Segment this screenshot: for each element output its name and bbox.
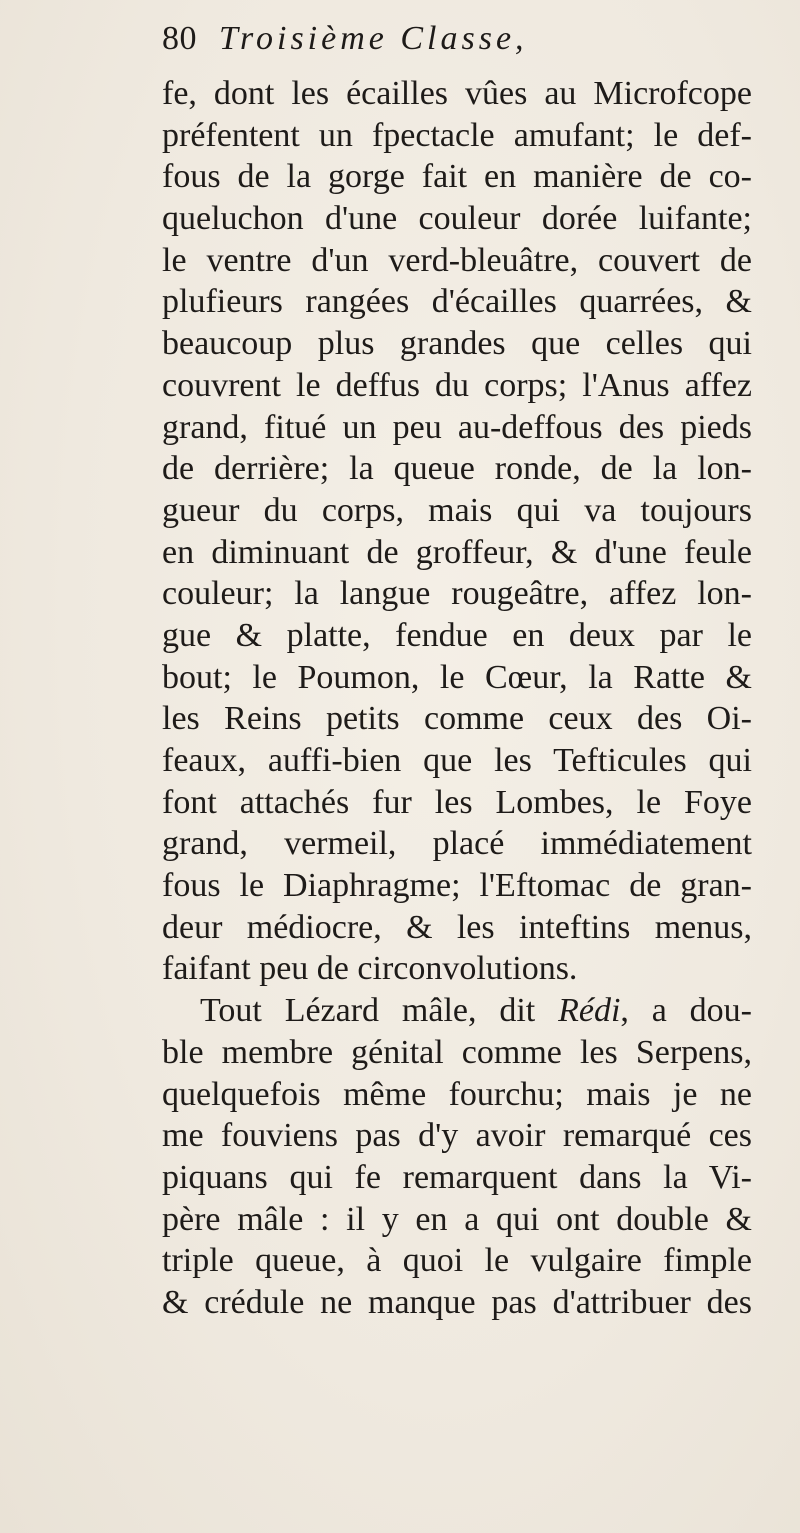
text-line: & crédule ne manque pas d'attribuer des bbox=[162, 1283, 752, 1321]
text-line: le ventre d'un verd-bleuâtre, couvert de bbox=[162, 241, 752, 279]
text-line: piquans qui fe remarquent dans la Vi- bbox=[162, 1158, 752, 1196]
text-line: couvrent le deffus du corps; l'Anus affez bbox=[162, 366, 752, 404]
text-line: de derrière; la queue ronde, de la lon- bbox=[162, 450, 752, 488]
text-line: me fouviens pas d'y avoir remarqué ces bbox=[162, 1117, 752, 1155]
text-line: ble membre génital comme les Serpens, bbox=[162, 1033, 752, 1071]
author-name: Rédi bbox=[558, 992, 621, 1030]
text-line: fous le Diaphragme; l'Eftomac de gran- bbox=[162, 867, 752, 905]
text-line: grand, vermeil, placé immédiatement bbox=[162, 825, 752, 863]
text-line: plufieurs rangées d'écailles quarrées, & bbox=[162, 283, 752, 321]
text-line: quelquefois même fourchu; mais je ne bbox=[162, 1075, 752, 1113]
text-line: les Reins petits comme ceux des Oi- bbox=[162, 700, 752, 738]
text-line: préfentent un fpectacle amufant; le def- bbox=[162, 116, 752, 154]
text-line: gueur du corps, mais qui va toujours bbox=[162, 491, 752, 529]
text-line: bout; le Poumon, le Cœur, la Ratte & bbox=[162, 658, 752, 696]
text-line: feaux, auffi-bien que les Tefticules qui bbox=[162, 742, 752, 779]
text-line: deur médiocre, & les inteftins menus, bbox=[162, 908, 752, 946]
text-line: couleur; la langue rougeâtre, affez lon- bbox=[162, 575, 752, 613]
page-header bbox=[162, 20, 682, 80]
text-line: grand, fitué un peu au-deffous des pieds bbox=[162, 408, 752, 446]
text-line: beaucoup plus grandes que celles qui bbox=[162, 325, 752, 363]
body-text bbox=[162, 73, 752, 1324]
text-line: fe, dont les écailles vûes au Microfcope bbox=[162, 75, 752, 112]
text-line: fous de la gorge fait en manière de co- bbox=[162, 158, 752, 196]
text-line: queluchon d'une couleur dorée luifante; bbox=[162, 200, 752, 238]
text-line: faifant peu de circonvolutions. bbox=[162, 950, 578, 988]
text-line: en diminuant de groffeur, & d'une feule bbox=[162, 533, 752, 571]
text-line: père mâle : il y en a qui ont double & bbox=[162, 1200, 752, 1238]
page-number: 80 bbox=[162, 20, 197, 57]
running-title: Troisième Classe, bbox=[219, 20, 528, 57]
text-line: font attachés fur les Lombes, le Foye bbox=[162, 783, 752, 821]
text-line: gue & platte, fendue en deux par le bbox=[162, 616, 752, 654]
text-line: triple queue, à quoi le vulgaire fimple bbox=[162, 1242, 752, 1280]
text-line: Tout Lézard mâle, dit Rédi, a dou- bbox=[200, 992, 753, 1030]
